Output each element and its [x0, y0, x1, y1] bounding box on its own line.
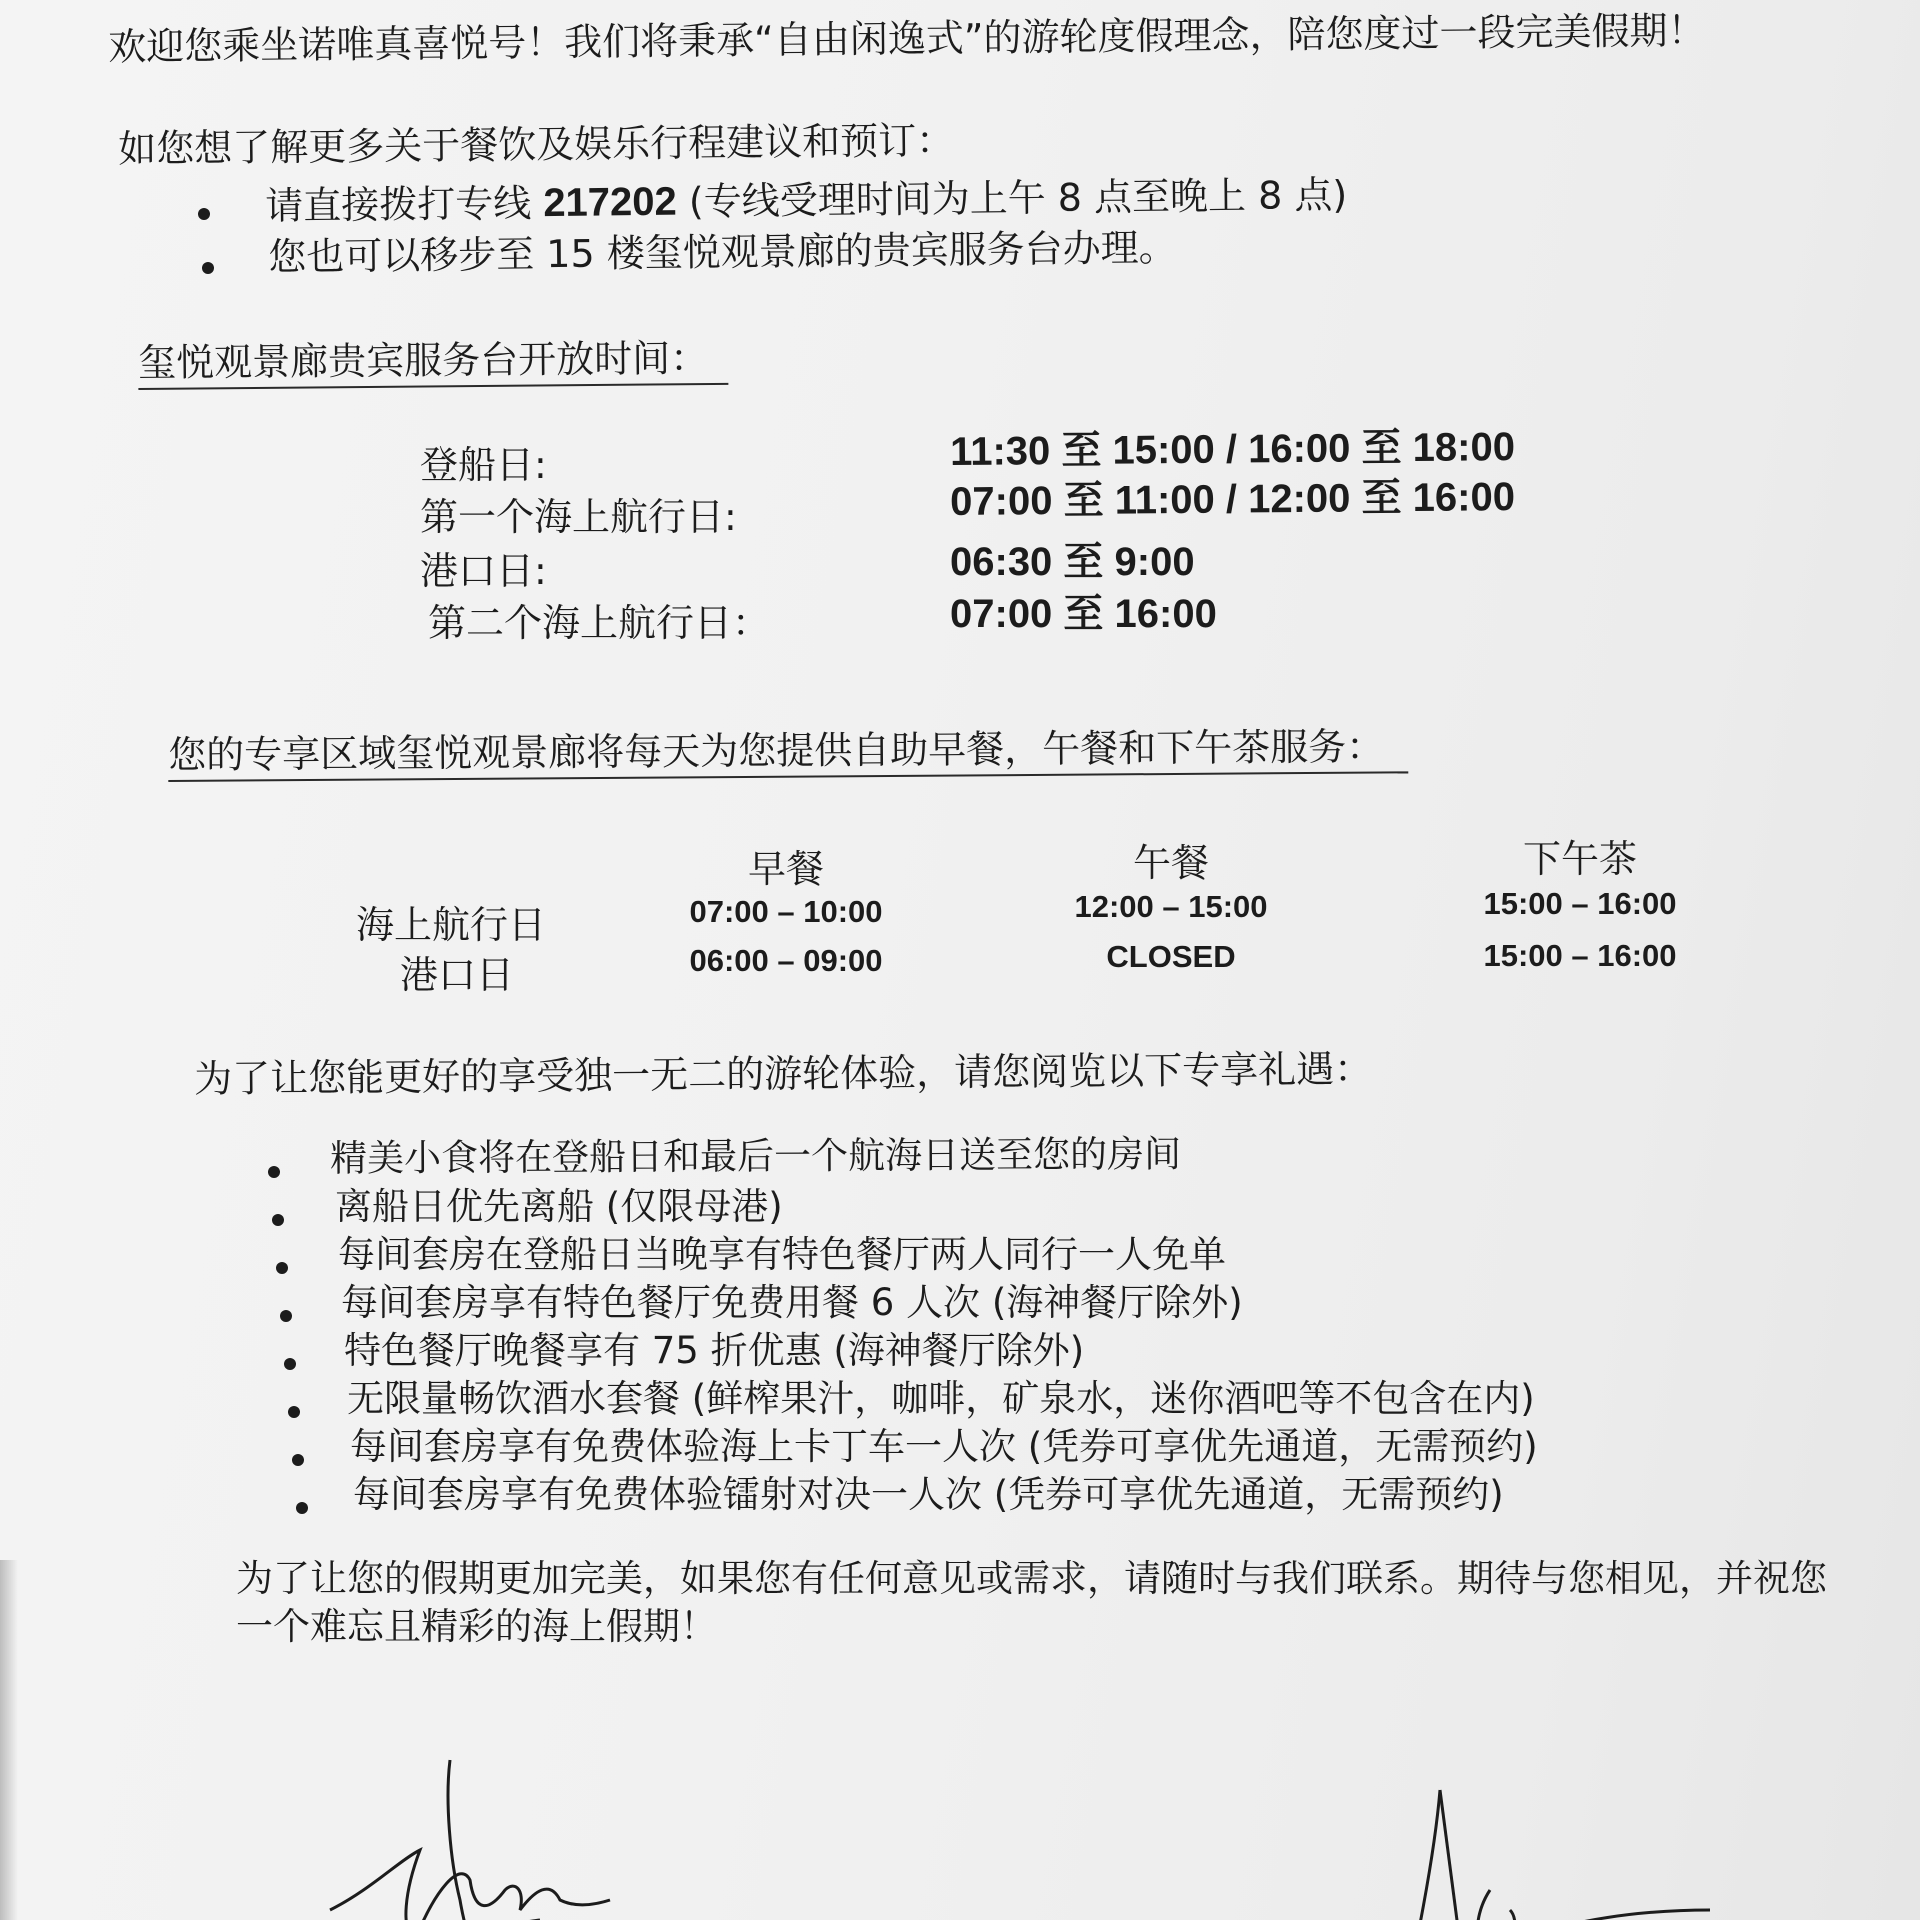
closing-line-1: 为了让您的假期更加完美，如果您有任何意见或需求，请随时与我们联系。期待与您相见，并祝您 — [236, 1557, 1827, 1600]
bullet — [272, 1214, 284, 1226]
hotline-number: 217202 — [543, 179, 678, 226]
port-day-tea: 15:00 – 16:00 — [1483, 938, 1677, 973]
closing-line-2: 一个难忘且精彩的海上假期！ — [236, 1605, 717, 1648]
signature-right — [1380, 1770, 1720, 1920]
bullet — [296, 1502, 308, 1514]
schedule-label-sea-day-1: 第一个海上航行日: — [420, 495, 737, 539]
signature-left — [310, 1740, 630, 1920]
perk-item: 每间套房享有免费体验镭射对决一人次 (凭券可享优先通道，无需预约) — [353, 1473, 1504, 1516]
bullet — [288, 1406, 300, 1418]
sea-day-tea: 15:00 – 16:00 — [1483, 886, 1677, 921]
perk-item: 每间套房享有特色餐厅免费用餐 6 人次 (海神餐厅除外) — [341, 1281, 1243, 1324]
intro-text: 欢迎您乘坐诺唯真喜悦号！我们将秉承“自由闲逸式”的游轮度假理念，陪您度过一段完美假期！ — [107, 8, 1706, 69]
column-breakfast: 早餐 — [747, 847, 824, 891]
row-label-port-day: 港口日 — [400, 953, 515, 997]
schedule-label-port-day: 港口日: — [420, 549, 547, 593]
booking-line-desk: 您也可以移步至 15 楼玺悦观景廊的贵宾服务台办理。 — [267, 225, 1177, 279]
concierge-heading: 玺悦观景廊贵宾服务台开放时间： — [138, 339, 728, 390]
perks-heading: 为了让您能更好的享受独一无二的游轮体验，请您阅览以下专享礼遇： — [193, 1046, 1373, 1101]
dining-heading: 您的专享区域玺悦观景廊将每天为您提供自助早餐，午餐和下午茶服务： — [168, 727, 1408, 782]
schedule-label-embark: 登船日: — [420, 443, 547, 487]
perk-item: 特色餐厅晚餐享有 75 折优惠 (海神餐厅除外) — [344, 1329, 1085, 1372]
bullet — [292, 1454, 304, 1466]
schedule-label-sea-day-2: 第二个海上航行日： — [428, 601, 771, 645]
sea-day-breakfast: 07:00 – 10:00 — [689, 894, 883, 929]
column-afternoon-tea: 下午茶 — [1522, 837, 1637, 881]
schedule-hours-embark: 11:30 至 15:00 / 16:00 至 18:00 — [949, 425, 1516, 474]
column-lunch: 午餐 — [1132, 841, 1209, 885]
bullet — [284, 1358, 296, 1370]
perk-item: 离船日优先离船 (仅限母港) — [335, 1185, 783, 1228]
schedule-hours-sea-day-2: 07:00 至 16:00 — [950, 592, 1217, 636]
bullet — [276, 1262, 288, 1274]
booking-line-suffix: (专线受理时间为上午 8 点至晚上 8 点) — [688, 172, 1348, 224]
port-day-lunch: CLOSED — [1106, 939, 1236, 974]
perk-item: 每间套房在登船日当晚享有特色餐厅两人同行一人免单 — [338, 1233, 1226, 1276]
booking-heading: 如您想了解更多关于餐饮及娱乐行程建议和预订： — [117, 118, 955, 171]
perk-item: 精美小食将在登船日和最后一个航海日送至您的房间 — [329, 1132, 1182, 1180]
sea-day-lunch: 12:00 – 15:00 — [1074, 889, 1268, 924]
perk-item: 无限量畅饮酒水套餐 (鲜榨果汁，咖啡，矿泉水，迷你酒吧等不包含在内) — [347, 1377, 1535, 1420]
schedule-hours-sea-day-1: 07:00 至 11:00 / 12:00 至 16:00 — [949, 475, 1516, 524]
port-day-breakfast: 06:00 – 09:00 — [689, 943, 883, 978]
bullet — [202, 262, 214, 274]
booking-line-prefix: 请直接拨打专线 — [264, 181, 532, 228]
bullet — [280, 1310, 292, 1322]
row-label-sea-day: 海上航行日 — [356, 903, 547, 947]
schedule-hours-port-day: 06:30 至 9:00 — [950, 540, 1195, 584]
perk-item: 每间套房享有免费体验海上卡丁车一人次 (凭券可享优先通道，无需预约) — [350, 1425, 1538, 1468]
booking-line-phone — [264, 172, 1348, 228]
paper-shadow — [0, 1560, 18, 1920]
bullet — [268, 1166, 280, 1178]
bullet — [198, 208, 210, 220]
